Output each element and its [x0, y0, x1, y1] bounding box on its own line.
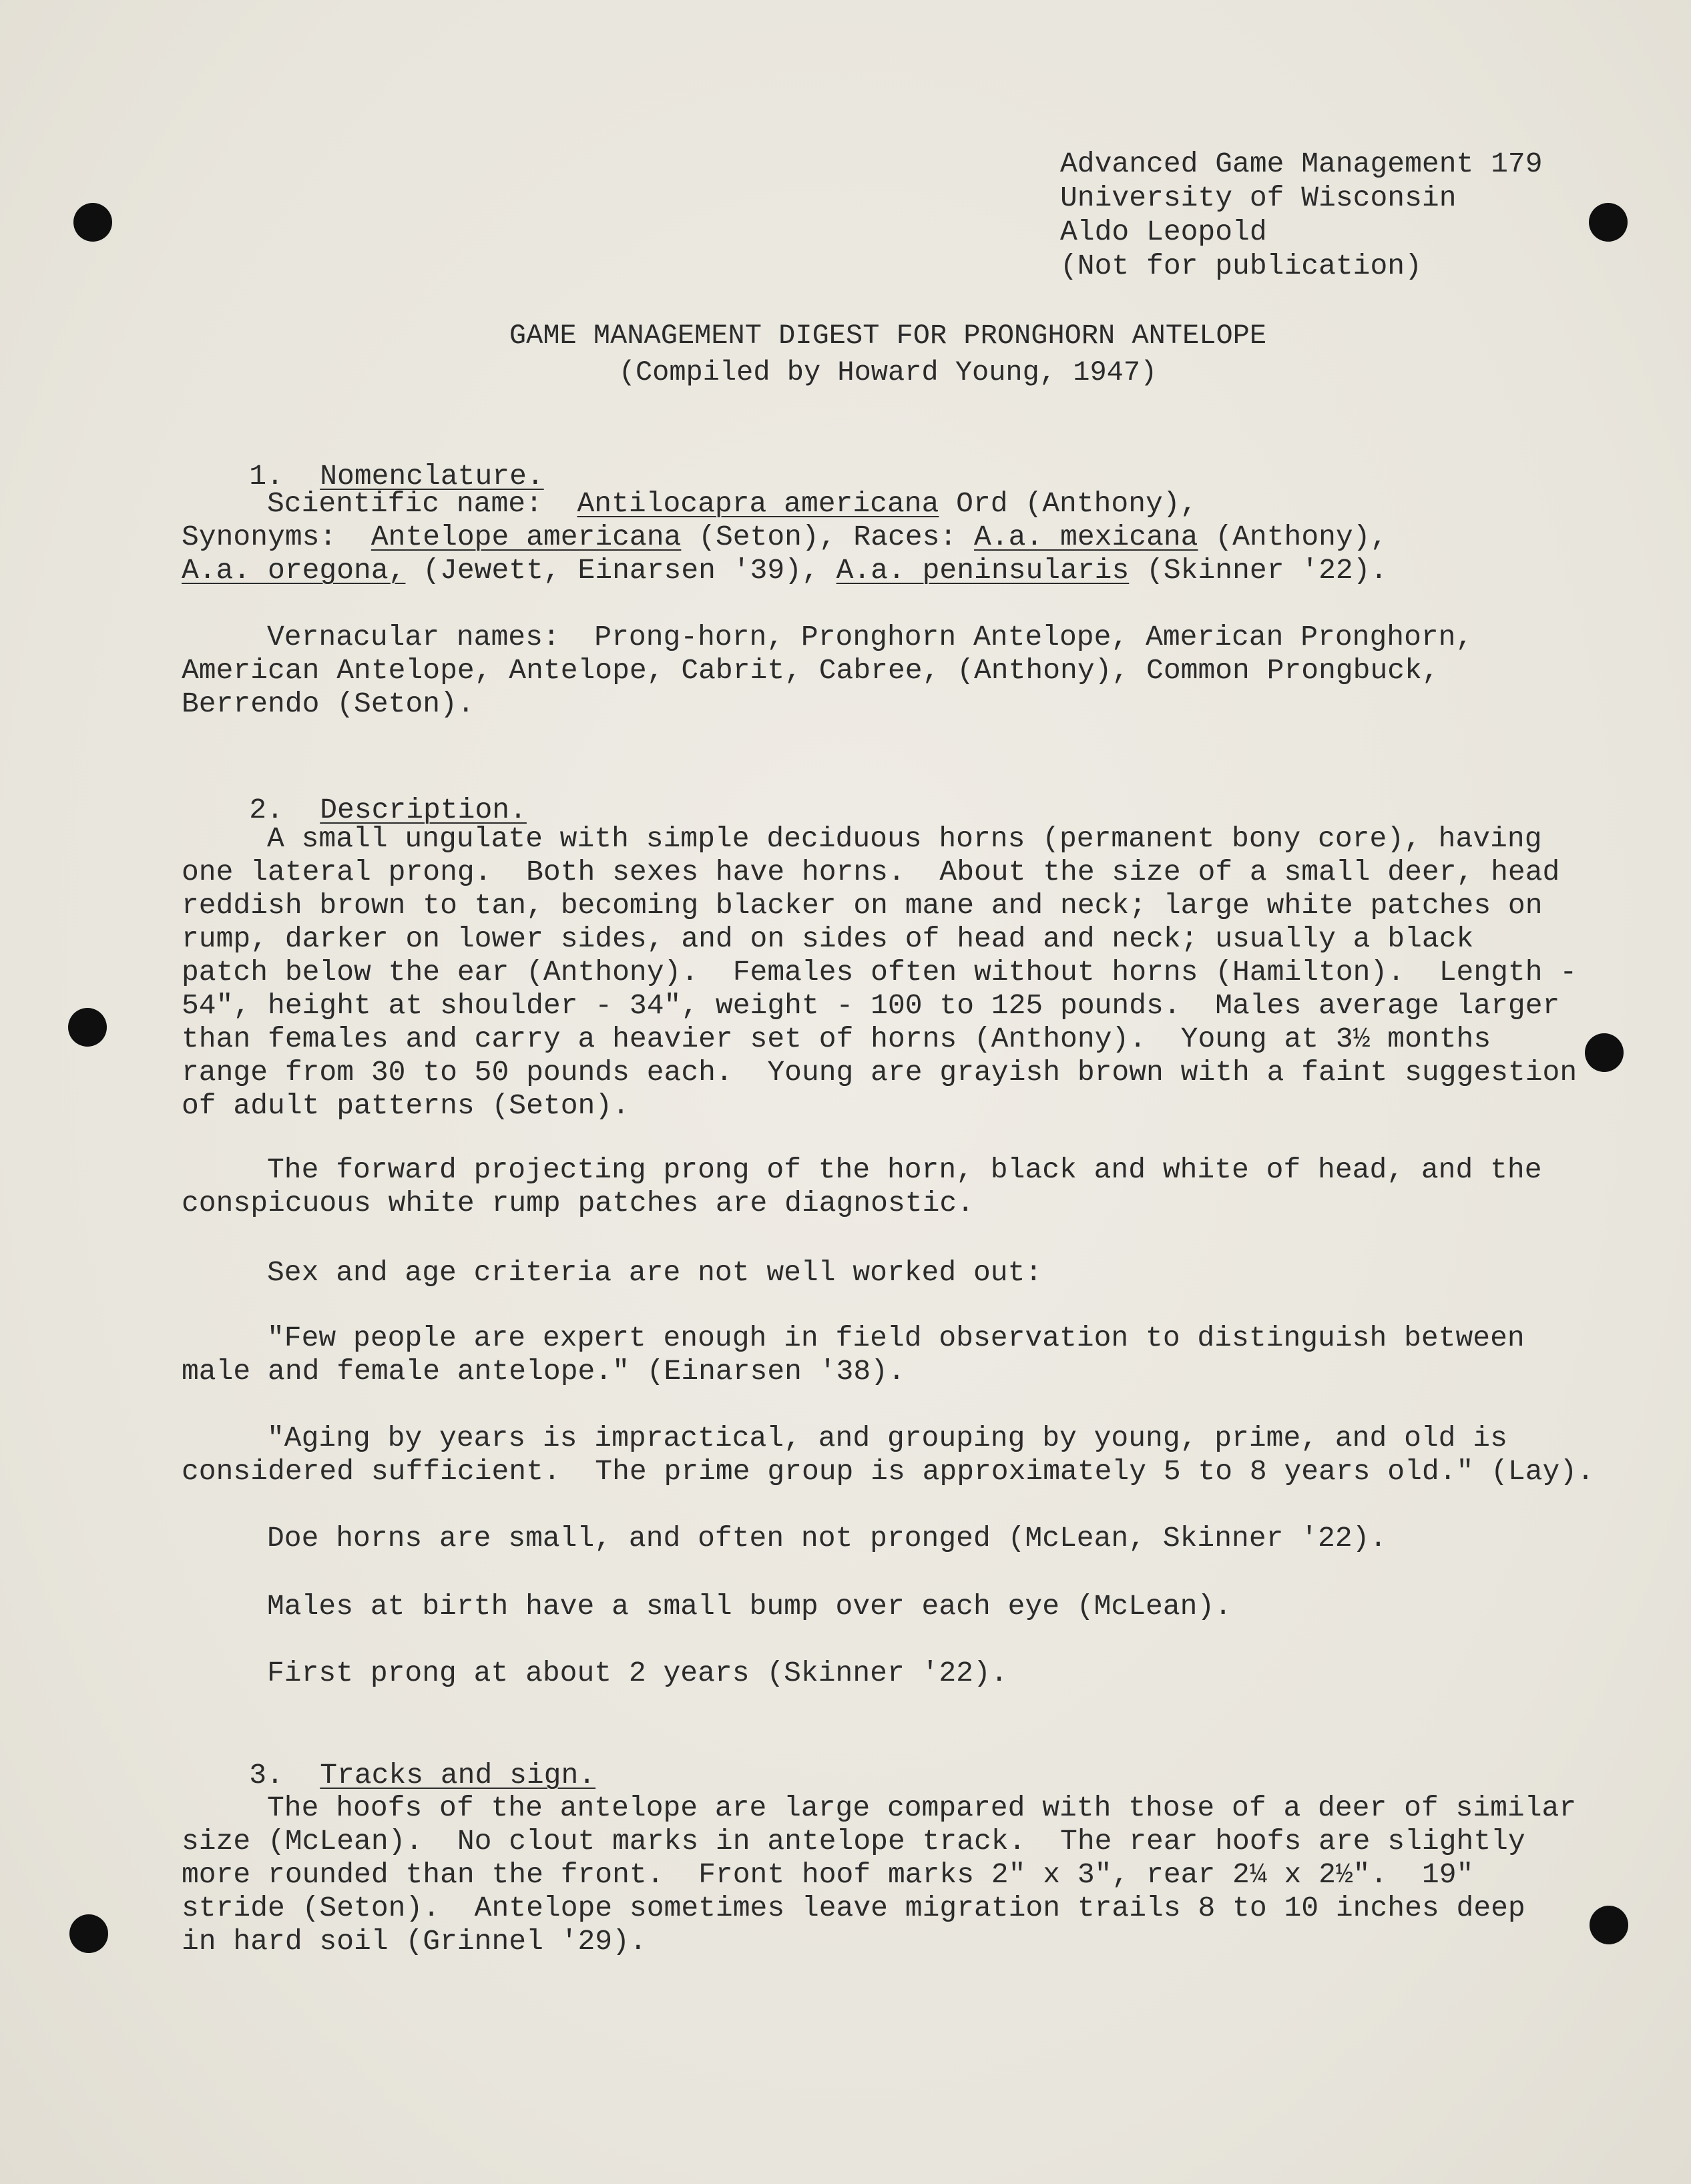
description-males-birth: Males at birth have a small bump over each eye (McLean).	[267, 1590, 1232, 1623]
description-quote-einarsen: "Few people are expert enough in field observation to distinguish between male and female antelope." (Einarsen '38).	[182, 1322, 1525, 1388]
description-paragraph-1: A small ungulate with simple deciduous horns (permanent bony core), having one lateral prong. Both sexes have horns. About the size of a small deer, head reddish brown to tan, becoming blacker on mane and neck; large white patches on rump, darker on lower sides, and on sides of head and neck; usually a black patch below the ear (Anthony). Females often without horns (Hamilton). Length - 54", height at shoulder - 34", weight - 100 to 125 pounds. Males average larger than females and carry a heavier set of horns (Anthony). Young at 3½ months range from 30 to 50 pounds each. Young are grayish brown with a faint suggestion of adult patterns (Seton).	[182, 822, 1578, 1122]
scientific-name-line: Scientific name: Antilocapra americana Ord (Anthony),	[267, 487, 1198, 520]
punch-hole-left-bottom	[69, 1914, 108, 1953]
section-number: 1.	[249, 460, 284, 493]
synonyms-line: Synonyms: Antelope americana (Seton), Races: A.a. mexicana (Anthony),	[182, 521, 1388, 553]
description-doe-horns: Doe horns are small, and often not pronged (McLean, Skinner '22).	[267, 1522, 1387, 1555]
scientific-name: Antilocapra americana	[577, 487, 939, 520]
section-title: Description.	[320, 794, 527, 826]
document-title: GAME MANAGEMENT DIGEST FOR PRONGHORN ANTELOPE	[509, 320, 1267, 352]
tracks-paragraph: The hoofs of the antelope are large compared with those of a deer of similar size (McLean). No clout marks in antelope track. The rear hoofs are slightly more rounded than the front. Front hoof marks 2" x 3", rear 2¼ x 2½". 19" stride (Seton). Antelope sometimes leave migration trails 8 to 10 inches deep in hard soil (Grinnel '29).	[182, 1792, 1577, 1958]
course-line: Advanced Game Management 179	[1060, 148, 1543, 180]
synonym-name: Antelope americana	[371, 521, 682, 553]
vernacular-names: Vernacular names: Prong-horn, Pronghorn Antelope, American Pronghorn, American Antelope, Antelope, Cabrit, Cabree, (Anthony), Common Prongbuck, Berrendo (Seton).	[182, 621, 1473, 720]
punch-hole-right-middle	[1585, 1033, 1624, 1072]
university-line: University of Wisconsin	[1060, 182, 1457, 214]
nomenclature-names	[182, 487, 1570, 587]
document-header	[1060, 147, 1543, 283]
section-number: 3.	[249, 1759, 284, 1792]
punch-hole-left-top	[73, 203, 112, 242]
punch-hole-right-top	[1589, 203, 1628, 242]
description-first-prong: First prong at about 2 years (Skinner '22).	[267, 1657, 1008, 1689]
publication-note: (Not for publication)	[1060, 250, 1422, 282]
punch-hole-right-bottom	[1590, 1906, 1628, 1944]
author-line: Aldo Leopold	[1060, 216, 1267, 248]
section-number: 2.	[249, 794, 284, 826]
race-peninsularis: A.a. peninsularis	[836, 554, 1130, 587]
races-line: A.a. oregona, (Jewett, Einarsen '39), A.a. peninsularis (Skinner '22).	[182, 554, 1388, 587]
document-subtitle: (Compiled by Howard Young, 1947)	[618, 356, 1158, 388]
section-title: Nomenclature.	[320, 460, 544, 493]
description-paragraph-2: The forward projecting prong of the horn, black and white of head, and the conspicuous white rump patches are diagnostic.	[182, 1153, 1542, 1219]
punch-hole-left-middle	[68, 1008, 107, 1047]
race-mexicana: A.a. mexicana	[974, 521, 1198, 553]
section-title: Tracks and sign.	[320, 1759, 596, 1792]
description-quote-lay: "Aging by years is impractical, and grouping by young, prime, and old is considered sufficient. The prime group is approximately 5 to 8 years old." (Lay).	[182, 1422, 1594, 1488]
description-paragraph-3: Sex and age criteria are not well worked out:	[267, 1256, 1043, 1289]
race-oregona: A.a. oregona,	[182, 554, 406, 587]
